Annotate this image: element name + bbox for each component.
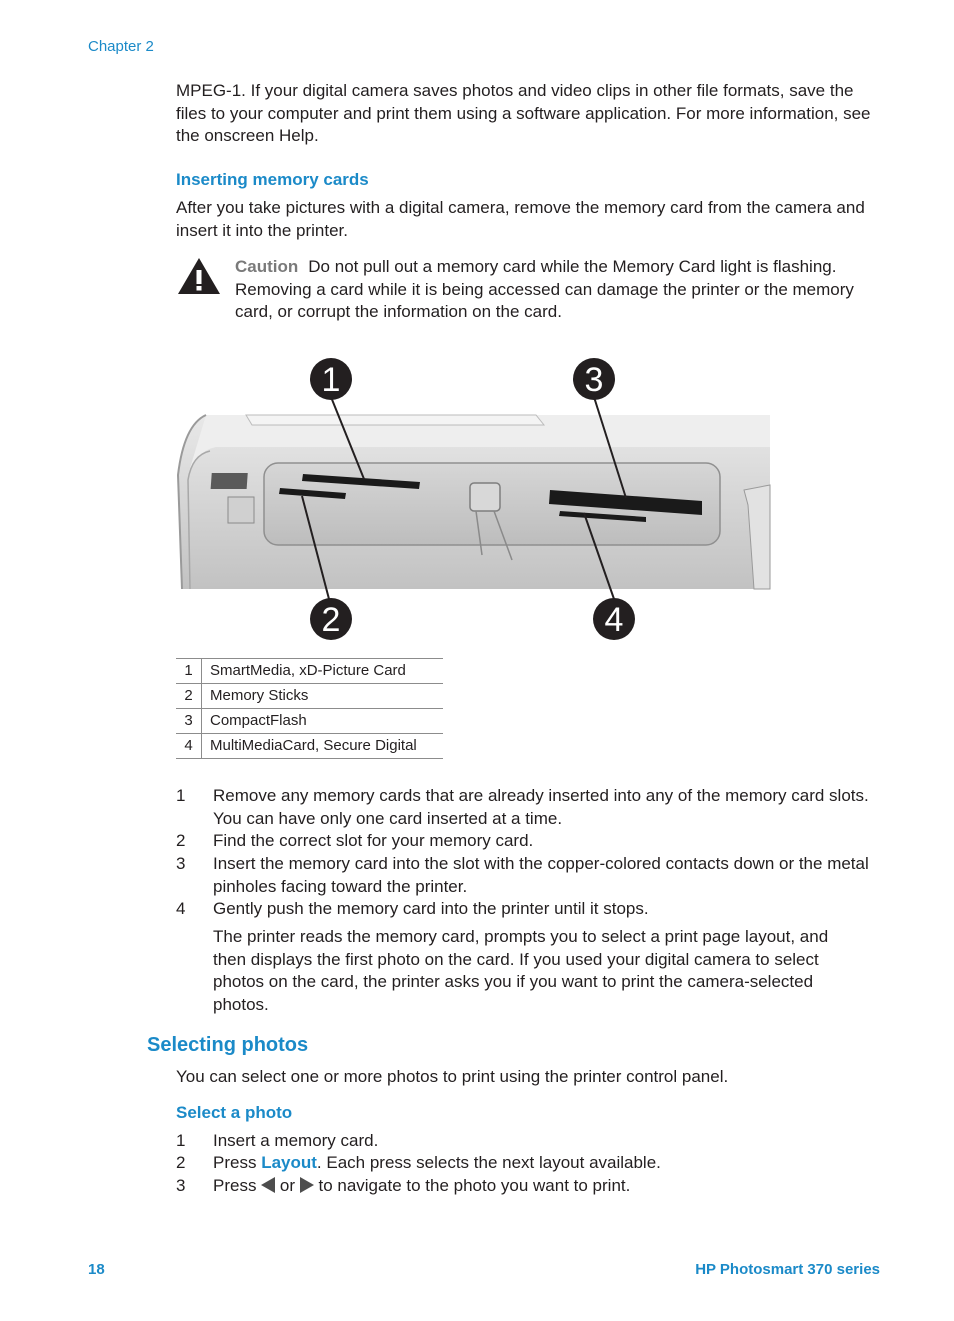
caution-text: Do not pull out a memory card while the Memory Card light is flashing. Removing a card while it is being accessed can damage the printer or the memory card, or corrupt the information on the card.: [235, 257, 854, 321]
table-row: [176, 734, 443, 759]
step-text: Insert a memory card.: [213, 1131, 379, 1150]
step-text-pre: Press: [213, 1153, 262, 1172]
intro-paragraph: MPEG-1. If your digital camera saves photos and video clips in other file formats, save the files to your computer and print them using a software application. For more information, see the onscreen Help.: [176, 81, 871, 145]
callout-1-label: 1: [321, 361, 341, 399]
legend-label: MultiMediaCard, Secure Digital: [202, 734, 444, 759]
printer-card-slots-illustration: [176, 355, 772, 645]
warning-icon: [176, 256, 222, 296]
callout-3: [573, 358, 615, 400]
page-number: 18: [88, 1261, 105, 1278]
callout-4-label: 4: [604, 601, 624, 639]
running-header-chapter: Chapter 2: [88, 38, 154, 55]
step-text-post: to navigate to the photo you want to print.: [313, 1176, 631, 1195]
callout-3-label: 3: [584, 361, 604, 399]
step-text: Find the correct slot for your memory card.: [213, 831, 534, 850]
callout-2-label: 2: [321, 601, 341, 639]
step-number: 2: [176, 1153, 186, 1172]
right-arrow-icon: [300, 1177, 314, 1193]
legend-label: CompactFlash: [202, 709, 444, 734]
callout-1: [310, 358, 352, 400]
slot-legend-table: [176, 658, 443, 759]
step-number: 1: [176, 1131, 186, 1150]
step-text-mid: or: [275, 1176, 300, 1195]
step-text: Insert the memory card into the slot with the copper-colored contacts down or the metal pinholes facing toward the printer.: [213, 854, 869, 896]
step-text: Gently push the memory card into the printer until it stops.: [213, 899, 649, 918]
heading-selecting-photos: Selecting photos: [147, 1034, 309, 1056]
callout-4: [593, 598, 635, 640]
heading-inserting-memory-cards: Inserting memory cards: [176, 170, 369, 189]
table-row: [176, 659, 443, 684]
product-title: HP Photosmart 370 series: [695, 1261, 880, 1278]
selecting-paragraph: You can select one or more photos to print using the printer control panel.: [176, 1067, 729, 1086]
step-number: 2: [176, 831, 186, 850]
step-text: [213, 1152, 878, 1175]
callout-2: [310, 598, 352, 640]
step-number: 3: [176, 854, 186, 873]
heading-select-a-photo: Select a photo: [176, 1103, 293, 1122]
inserting-paragraph: After you take pictures with a digital camera, remove the memory card from the camera and insert it into the printer.: [176, 198, 865, 240]
legend-number: 4: [176, 734, 202, 759]
step-number: 1: [176, 786, 186, 805]
table-row: [176, 684, 443, 709]
table-row: [176, 709, 443, 734]
layout-button-label: Layout: [261, 1153, 317, 1172]
step-text: [213, 1175, 878, 1198]
caution-note: [235, 256, 880, 324]
step-number: 3: [176, 1176, 186, 1195]
legend-number: 3: [176, 709, 202, 734]
step-text-post: . Each press selects the next layout available.: [316, 1153, 661, 1172]
legend-label: Memory Sticks: [202, 684, 444, 709]
step-text: Remove any memory cards that are already inserted into any of the memory card slots. You can have only one card inserted at a time.: [213, 786, 869, 828]
legend-label: SmartMedia, xD-Picture Card: [202, 659, 444, 684]
step-number: 4: [176, 899, 186, 918]
step-text-pre: Press: [213, 1176, 262, 1195]
legend-number: 1: [176, 659, 202, 684]
caution-label: Caution: [235, 257, 299, 276]
legend-number: 2: [176, 684, 202, 709]
left-arrow-icon: [261, 1177, 275, 1193]
insert-note: The printer reads the memory card, prompts you to select a print page layout, and then displays the first photo on the card. If you used your digital camera to select photos on the card, the printer asks you if you want to print the camera-selected photos.: [213, 927, 829, 1014]
